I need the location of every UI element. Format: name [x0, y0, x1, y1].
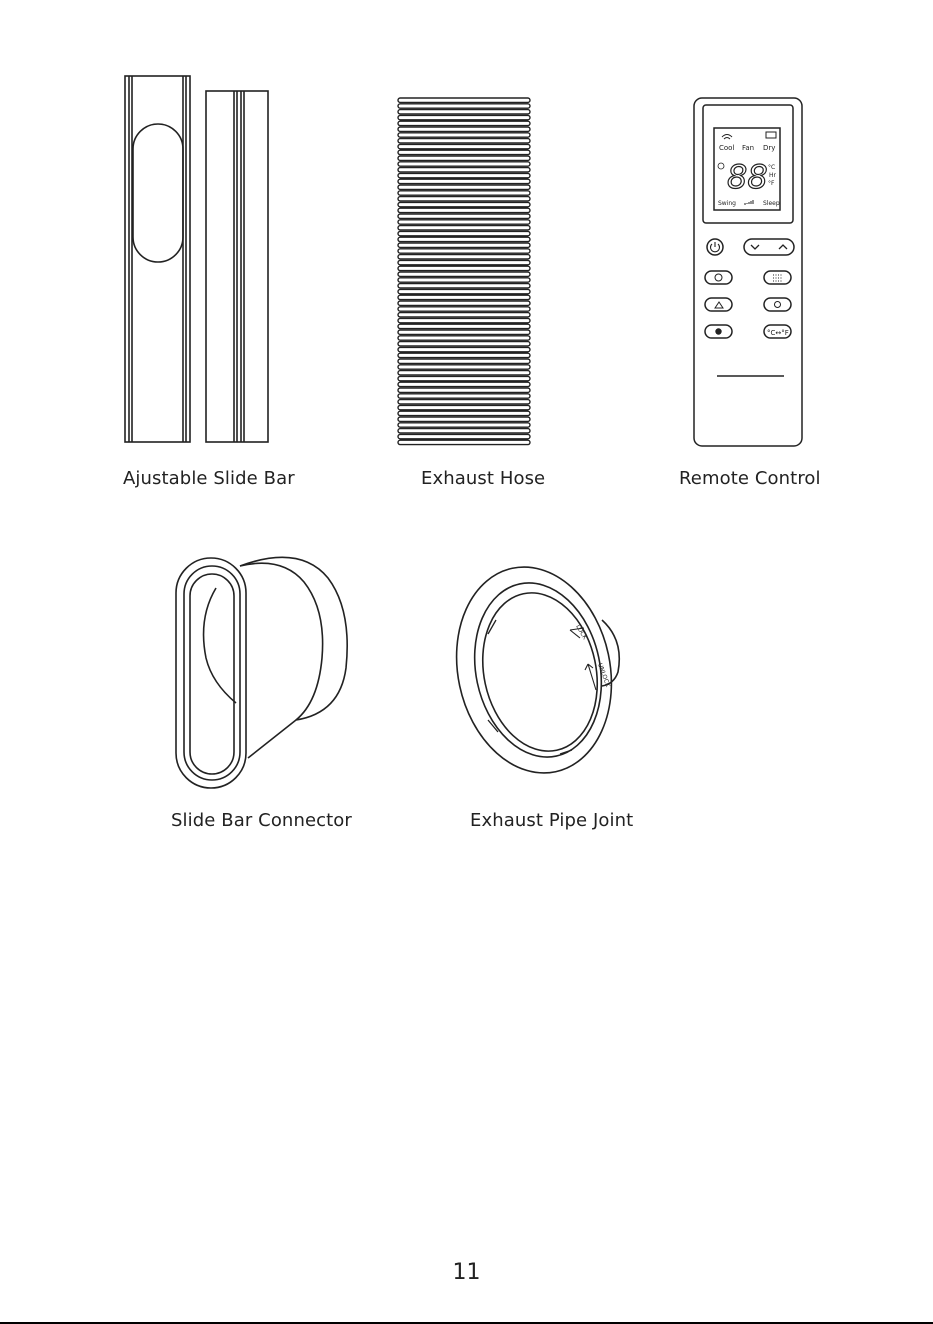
lcd-digits: 88: [727, 158, 768, 196]
unit-fahrenheit: °F: [768, 180, 775, 187]
hose-ring: [398, 220, 530, 224]
hose-ring: [398, 202, 530, 206]
hose-ring: [398, 185, 530, 189]
hose-ring: [398, 255, 530, 259]
hose-ring: [398, 342, 530, 346]
caption-adjustable-slide-bar: Ajustable Slide Bar: [123, 468, 295, 489]
hose-ring: [398, 284, 530, 288]
hose-ring: [398, 295, 530, 299]
hose-ring: [398, 388, 530, 392]
hose-ring: [398, 110, 530, 114]
hose-ring: [398, 400, 530, 404]
caption-exhaust-hose: Exhaust Hose: [421, 468, 546, 489]
hose-ring: [398, 313, 530, 317]
hose-ring: [398, 394, 530, 398]
hose-ring: [398, 272, 530, 276]
hose-ring: [398, 173, 530, 177]
hose-ring: [398, 231, 530, 235]
mode-fan: Fan: [742, 144, 755, 152]
temp-toggle-label: °C↔°F: [767, 329, 789, 337]
sleep-label: Sleep: [763, 200, 780, 207]
hose-ring: [398, 434, 530, 438]
unit-hours: Hr: [769, 172, 776, 179]
hose-ring: [398, 191, 530, 195]
hose-ring: [398, 330, 530, 334]
exhaust-pipe-joint-illustration: [452, 560, 627, 780]
hose-ring: [398, 104, 530, 108]
hose-ring: [398, 382, 530, 386]
mode-cool: Cool: [719, 144, 735, 152]
hose-ring: [398, 139, 530, 143]
adjustable-slide-bar-illustration: [120, 70, 275, 450]
hose-ring: [398, 411, 530, 415]
hose-ring: [398, 289, 530, 293]
hose-ring: [398, 249, 530, 253]
lock-label: LOCK: [574, 623, 589, 641]
remote-control-illustration: [688, 92, 810, 452]
hose-ring: [398, 371, 530, 375]
hose-ring: [398, 359, 530, 363]
hose-ring: [398, 156, 530, 160]
unlock-label: UNLOCK: [596, 662, 612, 689]
hose-ring: [398, 324, 530, 328]
hose-ring: [398, 417, 530, 421]
hose-ring: [398, 336, 530, 340]
hose-ring: [398, 260, 530, 264]
swing-label: Swing: [718, 200, 736, 207]
hose-ring: [398, 347, 530, 351]
hose-ring: [398, 150, 530, 154]
hose-ring: [398, 98, 530, 102]
hose-ring: [398, 307, 530, 311]
hose-ring: [398, 376, 530, 380]
caption-remote-control: Remote Control: [679, 468, 821, 489]
hose-ring: [398, 208, 530, 212]
hose-ring: [398, 318, 530, 322]
hose-ring: [398, 133, 530, 137]
hose-ring: [398, 353, 530, 357]
hose-ring: [398, 405, 530, 409]
hose-ring: [398, 179, 530, 183]
hose-ring: [398, 168, 530, 172]
caption-exhaust-pipe-joint: Exhaust Pipe Joint: [470, 810, 634, 831]
caption-slide-bar-connector: Slide Bar Connector: [171, 810, 352, 831]
hose-ring: [398, 365, 530, 369]
hose-ring: [398, 440, 530, 444]
hose-ring: [398, 243, 530, 247]
hose-ring: [398, 144, 530, 148]
hose-ring: [398, 197, 530, 201]
hose-ring: [398, 115, 530, 119]
hose-ring: [398, 266, 530, 270]
slide-bar-connector-illustration: [170, 548, 355, 800]
exhaust-hose-illustration: [390, 92, 540, 452]
page-number: 11: [452, 1260, 481, 1285]
hose-ring: [398, 278, 530, 282]
unit-celsius: °C: [768, 164, 776, 171]
mode-dry: Dry: [763, 144, 776, 152]
hose-ring: [398, 301, 530, 305]
hose-ring: [398, 121, 530, 125]
hose-ring: [398, 226, 530, 230]
hose-ring: [398, 127, 530, 131]
hose-ring: [398, 214, 530, 218]
hose-ring: [398, 162, 530, 166]
hose-ring: [398, 237, 530, 241]
hose-ring: [398, 423, 530, 427]
hose-ring: [398, 429, 530, 433]
